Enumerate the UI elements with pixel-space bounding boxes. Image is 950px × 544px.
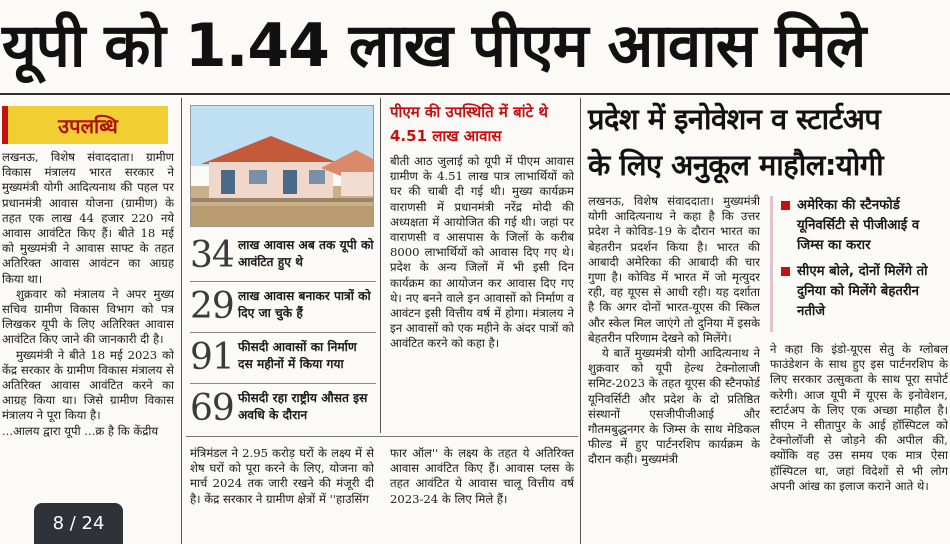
main-headline: यूपी को 1.44 लाख पीएम आवास मिले: [2, 11, 866, 81]
housing-photo: [190, 105, 374, 227]
page-indicator[interactable]: 8 / 24: [34, 503, 123, 544]
housing-photo-image: [191, 106, 374, 227]
red-square-icon: [781, 201, 790, 210]
column-rule: [380, 98, 381, 433]
stat-text: लाख आवास बनाकर पात्रों को दिए जा चुके हैं: [238, 289, 371, 320]
stat-number: 34: [190, 235, 234, 276]
sidebar-story-body: बीती आठ जुलाई को यूपी में पीएम आवास ग्रामीण के 4.51 लाख पात्र लाभार्थियों को घर की चाबी दी गई थी। मुख्य कार्यक्रम वाराणसी में प्रधानमंत्री नरेंद्र मोदी की अध्यक्षता में आयोजित की गई थी। जहां पर वाराणसी व आसपास के जिलों के करीब 8000 लाभार्थियों को आवास दिए गए थे। प्रदेश के अन्य जिलों में भी इसी दिन कार्यक्रम का आयोजन कर आवास दिए गए थे। नए बनने वाले इन आवासों को निर्माण व आवंटन इसी वित्तीय वर्ष में होगा। मंत्रालय ने इन आवासों को एक महीने के अंदर पात्रों को आवंटित करने को कहा है।: [390, 154, 574, 351]
stat-item: [190, 336, 376, 382]
right-headline-line: प्रदेश में इनोवेशन व स्टार्टअप: [588, 102, 881, 136]
article-paragraph: ये बातें मुख्यमंत्री योगी आदित्यनाथ ने शुक्रवार को यूपी हेल्थ टेक्नोलाजी समिट-2023 के तहत यूएस की स्टैनफोर्ड यूनिवर्सिटी और प्रदेश के दो प्रतिष्ठित संस्थानों एसजीपीजीआई और गौतमबुद्धनगर के जिम्स के साथ मेडिकल फील्ड में हुए पार्टनरशिप कार्यक्रम के दौरान कही। मुख्यमंत्री: [588, 346, 760, 467]
highlight-text: सीएम बोले, दोनों मिलेंगे तो दुनिया को मिलेंगे बेहतरीन नतीजे: [797, 264, 928, 319]
right-story-headline: [588, 96, 948, 188]
left-article: [2, 150, 174, 544]
stat-item: [190, 387, 376, 433]
highlight-item: [781, 196, 950, 256]
stat-divider: [190, 281, 376, 282]
stat-text: लाख आवास अब तक यूपी को आवंटित हुए थे: [238, 238, 374, 269]
column-rule: [0, 93, 950, 95]
stat-number: 91: [190, 337, 234, 378]
stat-item: [190, 285, 376, 331]
article-paragraph: शुक्रवार को मंत्रालय ने अपर मुख्य सचिव ग्रामीण विकास विभाग को पत्र लिखकर यूपी के लिए अतिरिक्त आवास आवंटित किए जाने की जानकारी दी है।: [2, 286, 174, 347]
third-bottom-text: फार ऑल'' के लक्ष्य के तहत ये अतिरिक्त आवास आवंटित किए हैं। आवास प्लस के तहत आवंटित ये आवास चालू वित्तीय वर्ष 2023-24 के लिए मिले हैं।: [390, 446, 574, 506]
badge-label: उपलब्धि: [58, 113, 118, 138]
middle-bottom-text: मंत्रिमंडल ने 2.95 करोड़ घरों के लक्ष्य में से शेष घरों को पूरा करने के लिए, योजना को मार्च 2024 तक जारी रखने की मंजूरी दी है। केंद्र सरकार ने ग्रामीण क्षेत्रों में ''हाउसिंग: [190, 446, 374, 506]
article-paragraph: लखनऊ, विशेष संवाददाता। ग्रामीण विकास मंत्रालय भारत सरकार ने मुख्यमंत्री योगी आदित्यनाथ की पहल पर प्रधानमंत्री आवास योजना (ग्रामीण) के तहत एक लाख 44 हजार 220 नये आवास आवंटित किए हैं। बीते 18 मई को मुख्यमंत्री ने आवास साफ्ट के तहत अतिरिक्त आवास आवंटन का आग्रह किया था।: [2, 150, 174, 286]
highlights-box: [770, 196, 950, 332]
stat-item: [190, 234, 376, 280]
column-rule: [181, 98, 182, 544]
article-paragraph: मुख्यमंत्री ने बीते 18 मई 2023 को केंद्र सरकार के ग्रामीण विकास मंत्रालय से अतिरिक्त आवास आवंटित करने का आग्रह किया था। जिसे ग्रामीण विकास मंत्रालय ने पूरा किया है।: [2, 347, 174, 423]
stat-divider: [190, 332, 376, 333]
sidebar-story-headline: पीएम की उपस्थिति में बांटे थे 4.51 लाख आवास: [390, 103, 548, 145]
achievement-badge: [2, 106, 168, 144]
right-article: [588, 194, 760, 544]
highlight-text: अमेरिका की स्टैनफोर्ड यूनिवर्सिटी से पीजीआई व जिम्स का करार: [797, 198, 920, 253]
column-rule: [186, 436, 578, 437]
column-rule: [580, 98, 581, 544]
right-headline-line: के लिए अनुकूल माहौल:योगी: [588, 148, 884, 182]
stat-number: 69: [190, 388, 234, 429]
stat-number: 29: [190, 286, 234, 327]
article-paragraph: ...आलय द्वारा यूपी ...क्र है कि केंद्रीय: [2, 423, 159, 438]
red-square-icon: [781, 267, 790, 276]
highlight-item: [781, 262, 950, 322]
stat-text: फीसदी रहा राष्ट्रीय औसत इस अवधि के दौरान: [238, 391, 368, 422]
far-right-text: ने कहा कि इंडो-यूएस सेतु के ग्लोबल फाउंडेशन के साथ हुए इस पार्टनरशिप के लिए सरकार उत्सुकता के साथ पूरा सपोर्ट करेगी। आज यूपी में यूएस के इनोवेशन, स्टार्टअप के लिए एक अच्छा माहौल है। सीएम ने सीतापुर के आई हॉस्पिटल को टेक्नोलॉजी से जोड़ने की अपील की, क्योंकि वह उस समय एक मात्र ऐसा हॉस्पिटल था, जहां विदेशों से भी लोग अपनी आंख का इलाज कराने आते थे।: [770, 342, 948, 493]
stat-divider: [190, 383, 376, 384]
stat-text: फीसदी आवासों का निर्माण दस महीनों में किया गया: [238, 340, 357, 371]
article-paragraph: लखनऊ, विशेष संवाददाता। मुख्यमंत्री योगी आदित्यनाथ ने कहा है कि उत्तर प्रदेश ने कोविड-19 के दौरान भारत का बेहतरीन प्रदर्शन किया है। भारत की आबादी अमेरिका की आबादी की चार गुणा है। कोविड में भारत में जो मृत्युदर रही, वह यूएस से आधी रही। यह दर्शाता है कि अगर दोनों भारत-यूएस की स्किल और स्केल मिल जाएंगे तो दुनिया में इसके बेहतरीन परिणाम देखने को मिलेंगे।: [588, 194, 760, 345]
